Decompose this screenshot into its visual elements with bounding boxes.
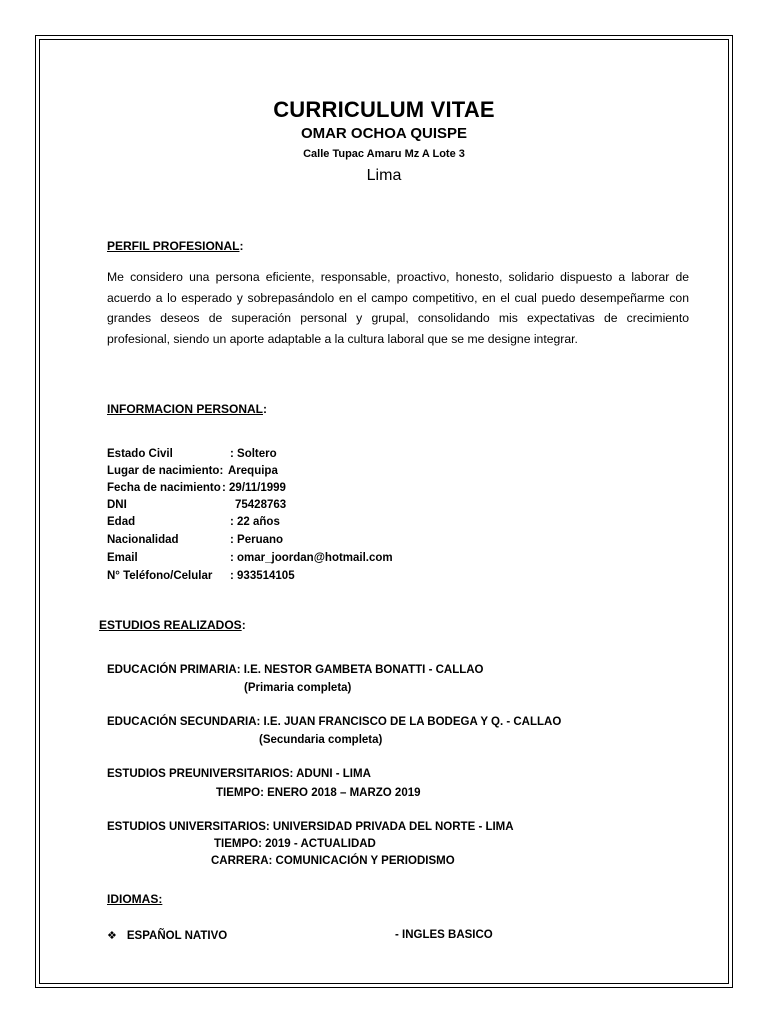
candidate-city: Lima (366, 167, 402, 184)
personal-row-birthdate (107, 482, 286, 499)
preuniversity-studies: ESTUDIOS PREUNIVERSITARIOS: ADUNI - LIMA (107, 768, 371, 780)
profile-heading (107, 239, 243, 253)
personal-heading (107, 402, 267, 416)
personal-row-birthplace (107, 465, 278, 482)
language-item-spanish (107, 929, 227, 942)
personal-row-dni (107, 499, 287, 516)
university-period: TIEMPO: 2019 - ACTUALIDAD (214, 838, 376, 850)
profile-text: Me considero una persona eficiente, responsable, proactivo, honesto, solidario dispuesto a laborar de acuerdo a lo esperado y sobrepasándolo en el campo competitivo, en el cual puedo desempeñarme con grandes deseos de superación personal y grupal, consolidando mis expectativas de crecimiento profesional, siendo un aporte adaptable a la cultura laboral que se me designe integrar. (107, 270, 689, 346)
secondary-education-status: (Secundaria completa) (259, 734, 383, 746)
personal-label: Nacionalidad (107, 534, 179, 546)
profile-heading-colon: : (239, 239, 244, 253)
languages-heading (107, 892, 162, 906)
diamond-bullet-icon: ❖ (107, 930, 117, 942)
university-studies: ESTUDIOS UNIVERSITARIOS: UNIVERSIDAD PRIVADA DEL NORTE - LIMA (107, 821, 514, 833)
personal-row-nationality (107, 534, 284, 551)
language-item-english: - INGLES BASICO (395, 929, 493, 941)
personal-label: Fecha de nacimiento (107, 482, 221, 494)
studies-heading (99, 618, 246, 632)
studies-heading-text: ESTUDIOS REALIZADOS (99, 618, 242, 632)
document-title: CURRICULUM VITAE (273, 97, 495, 122)
personal-label: Estado Civil (107, 448, 173, 460)
personal-row-age (107, 516, 280, 533)
secondary-education: EDUCACIÓN SECUNDARIA: I.E. JUAN FRANCISCO DE LA BODEGA Y Q. - CALLAO (107, 716, 562, 728)
personal-value: : Peruano (230, 534, 284, 546)
university-career: CARRERA: COMUNICACIÓN Y PERIODISMO (211, 855, 455, 867)
personal-value: : omar_joordan@hotmail.com (230, 552, 393, 564)
personal-label: N° Teléfono/Celular (107, 570, 213, 582)
personal-heading-colon: : (263, 402, 267, 416)
personal-value: Arequipa (228, 465, 278, 477)
personal-heading-text: INFORMACION PERSONAL (107, 402, 263, 416)
primary-education-status: (Primaria completa) (244, 682, 352, 694)
personal-value: : 933514105 (230, 570, 295, 582)
personal-value: : 22 años (230, 516, 280, 528)
personal-label: Email (107, 552, 138, 564)
personal-value: : 29/11/1999 (222, 482, 286, 494)
personal-label: Lugar de nacimiento: (107, 465, 224, 477)
personal-row-phone (107, 570, 295, 587)
personal-label: DNI (107, 499, 127, 511)
studies-heading-colon: : (241, 618, 246, 632)
personal-row-email (107, 552, 393, 569)
preuniversity-period: TIEMPO: ENERO 2018 – MARZO 2019 (216, 787, 421, 799)
language-label: ESPAÑOL NATIVO (126, 930, 228, 942)
candidate-address: Calle Tupac Amaru Mz A Lote 3 (303, 148, 465, 160)
personal-label: Edad (107, 516, 136, 528)
primary-education: EDUCACIÓN PRIMARIA: I.E. NESTOR GAMBETA BONATTI - CALLAO (107, 664, 484, 676)
personal-value: : Soltero (230, 448, 277, 460)
personal-row-civil-status (107, 448, 277, 465)
languages-heading-text: IDIOMAS: (107, 892, 163, 906)
profile-heading-text: PERFIL PROFESIONAL (107, 239, 240, 253)
candidate-name: OMAR OCHOA QUISPE (300, 125, 468, 142)
personal-value: 75428763 (235, 499, 287, 511)
